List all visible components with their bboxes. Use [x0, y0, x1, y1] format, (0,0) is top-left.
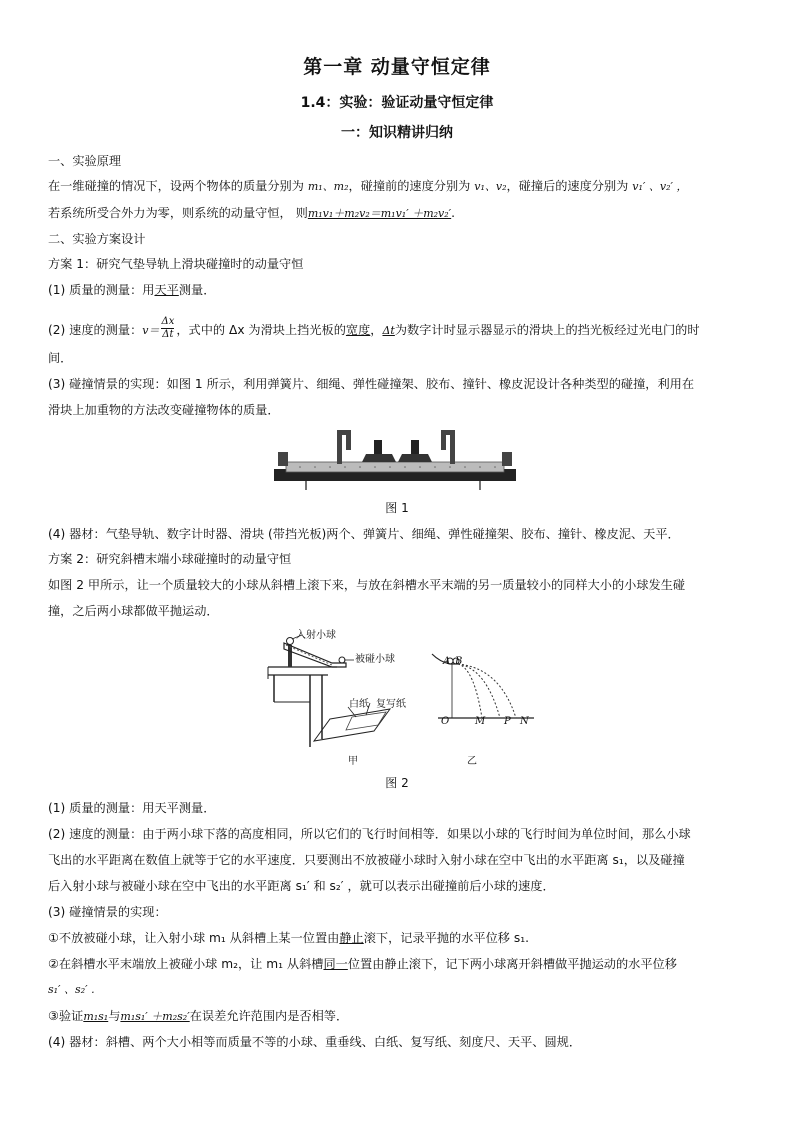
- plan2-title: 方案 2：研究斜槽末端小球碰撞时的动量守恒: [48, 552, 292, 566]
- velocity-symbols: v₁、v₂: [474, 180, 507, 193]
- text: 在一维碰撞的情况下，设两个物体的质量分别为: [48, 179, 304, 193]
- step-2: [48, 956, 677, 972]
- plan1-item-1: [48, 282, 215, 298]
- text: (1) 质量的测量：用: [48, 283, 155, 297]
- text: ，式中的 Δx 为滑块上挡光板的: [176, 323, 346, 337]
- label-jia: 甲: [348, 756, 358, 767]
- denominator: Δt: [162, 329, 174, 340]
- plan2-item-2-line1: (2) 速度的测量：由于两小球下落的高度相同，所以它们的飞行时间相等．如果以小球的飞行时间为单位时间，那么小球: [48, 827, 691, 841]
- text: ，碰撞前的速度分别为: [348, 179, 471, 193]
- velocity-formula: v＝: [142, 324, 160, 337]
- heading-design: 二、实验方案设计: [48, 232, 146, 246]
- answer-sum: m₁s₁′ ＋m₂s₂′: [120, 1010, 190, 1023]
- section-title: 1.4：实验：验证动量守恒定律: [300, 95, 494, 111]
- label-yi: 乙: [467, 756, 477, 767]
- plan2-line-1: 如图 2 甲所示，让一个质量较大的小球从斜槽上滚下来，与放在斜槽水平末端的另一质量较小的同样大小的小球发生碰: [48, 578, 686, 592]
- principle-line-1: [48, 178, 688, 195]
- answer-same: 同一: [323, 957, 348, 971]
- plan2-line-2: 撞，之后两小球都做平抛运动．: [48, 604, 219, 618]
- heading-principle: 一、实验原理: [48, 154, 122, 168]
- air-track-figure: [270, 424, 520, 494]
- label-incident-ball: 入射小球: [296, 630, 336, 641]
- plan2-item-3: (3) 碰撞情景的实现：: [48, 905, 167, 919]
- label-carbon-paper: 复写纸: [376, 699, 406, 710]
- label-O: O: [441, 716, 450, 727]
- incline-apparatus-figure: [262, 627, 422, 755]
- plan1-item-3-line1: (3) 碰撞情景的实现：如图 1 所示，利用弹簧片、细绳、弹性碰撞架、胶布、撞针、橡皮泥设计各种类型的碰撞，利用在: [48, 377, 695, 391]
- text: 与: [108, 1009, 121, 1023]
- plan2-item-1: (1) 质量的测量：用天平测量．: [48, 801, 216, 815]
- velocity-after-symbols: v₁′ 、v₂′ ，: [632, 180, 688, 193]
- text: 滚下，记录平抛的水平位移 s₁.: [363, 931, 529, 945]
- label-P: P: [504, 716, 511, 727]
- text: (2) 速度的测量：: [48, 323, 143, 337]
- answer-delta-t: Δt: [382, 324, 395, 337]
- answer-rest: 静止: [339, 931, 364, 945]
- principle-line-2: [48, 205, 455, 222]
- text: 若系统所受合外力为零，则系统的动量守恒， 则: [48, 206, 308, 220]
- plan2-item-4: (4) 器材：斜槽、两个大小相等而质量不等的小球、重垂线、白纸、复写纸、刻度尺、天平、圆规．: [48, 1035, 582, 1049]
- label-N: N: [520, 716, 529, 727]
- label-M: M: [475, 716, 486, 727]
- text: ①不放被碰小球，让入射小球 m₁ 从斜槽上某一位置由: [48, 931, 340, 945]
- step-1: [48, 930, 529, 946]
- plan1-item-2-cont: 间．: [48, 351, 73, 365]
- plan1-item-3-line2: 滑块上加重物的方法改变碰撞物体的质量．: [48, 403, 280, 417]
- label-white-paper: 白纸: [349, 699, 369, 710]
- answer-balance: 天平: [154, 283, 179, 297]
- answer-m1s1: m₁s₁: [83, 1010, 109, 1023]
- subsection-title: 一：知识精讲归纳: [341, 125, 453, 141]
- label-A: A: [443, 656, 451, 667]
- chapter-title: 第一章 动量守恒定律: [303, 56, 491, 78]
- plan1-title: 方案 1：研究气垫导轨上滑块碰撞时的动量守恒: [48, 257, 304, 271]
- label-target-ball: 被碰小球: [355, 654, 395, 665]
- mass-symbols: m₁、m₂: [307, 180, 349, 193]
- plan1-item-4: (4) 器材：气垫导轨、数字计时器、滑块 (带挡光板)两个、弹簧片、细绳、弹性碰撞架、胶布、撞针、橡皮泥、天平．: [48, 527, 680, 541]
- numerator: Δx: [161, 316, 175, 327]
- momentum-equation: m₁v₁＋m₂v₂＝m₁v₁′ ＋m₂v₂′: [307, 207, 452, 220]
- text: 为数字计时显示器显示的滑块上的挡光板经过光电门的时: [394, 323, 700, 337]
- text: ，: [370, 323, 383, 337]
- step-3: [48, 1008, 348, 1025]
- plan1-item-2: [48, 318, 700, 343]
- fraction: [161, 316, 174, 341]
- text: 在误差允许范围内是否相等．: [189, 1009, 349, 1023]
- answer-width: 宽度: [345, 323, 371, 337]
- text: ，碰撞后的速度分别为: [506, 179, 629, 193]
- step-2-cont: s₁′ 、s₂′ .: [48, 983, 95, 996]
- text: 位置由静止滚下，记下两小球离开斜槽做平抛运动的水平位移: [347, 957, 677, 971]
- text: .: [451, 206, 456, 220]
- plan2-item-2-line2: 飞出的水平距离在数值上就等于它的水平速度．只要测出不放被碰小球时入射小球在空中飞出的水平距离 s₁，以及碰撞: [48, 853, 685, 867]
- plan2-item-2-line3: 后入射小球与被碰小球在空中飞出的水平距离 s₁′ 和 s₂′ ，就可以表示出碰撞前后小球的速度．: [48, 879, 555, 893]
- text: ②在斜槽水平末端放上被碰小球 m₂，让 m₁ 从斜槽: [48, 957, 324, 971]
- text: 测量．: [178, 283, 216, 297]
- text: ③验证: [48, 1009, 84, 1023]
- figure-1-caption: 图 1: [385, 501, 409, 515]
- figure-2-caption: 图 2: [385, 776, 409, 790]
- label-B: B: [455, 656, 463, 667]
